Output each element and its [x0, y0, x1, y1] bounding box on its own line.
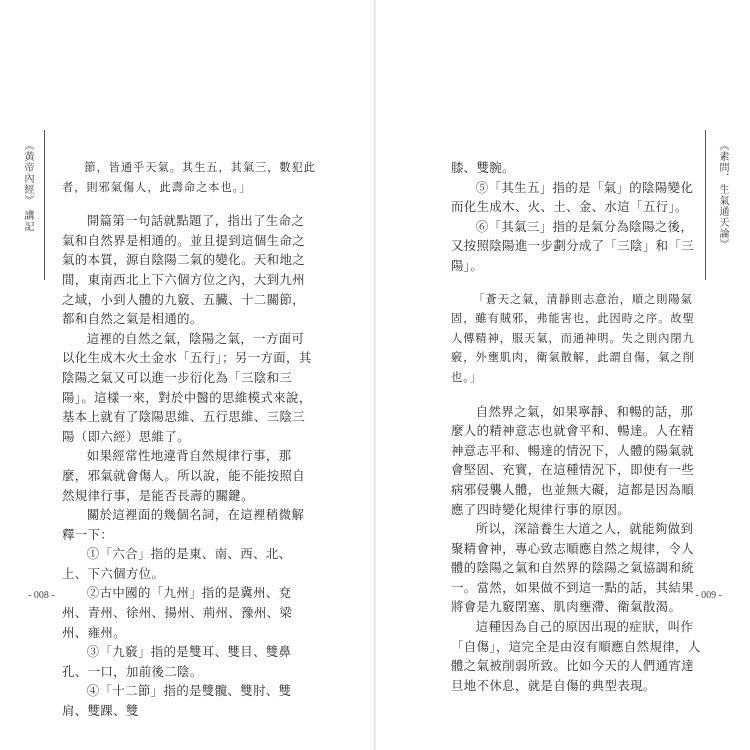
body-paragraph: 自然界之氣，如果寧靜、和暢的話，那麼人的精神意志也就會平和、暢達。人在精神意志平和、暢達的情況下，人體的陽氣就會堅固、充實，在這種情況下，即使有一些病邪侵襲人體，也並無大礙，這都是因為順應了四時變化規律行事的原因。	[451, 403, 695, 517]
body-paragraph: 關於這裡面的幾個名詞，在這裡稍微解釋一下：	[62, 507, 305, 542]
body-paragraph: ②古中國的「九州」指的是冀州、兗州、青州、徐州、揚州、荊州、豫州、梁州、雍州。	[62, 585, 293, 640]
running-head-section: 講記	[22, 210, 33, 232]
running-head-rule	[44, 130, 45, 280]
body-paragraph: 膝、雙腕。	[451, 160, 515, 175]
quotation-paragraph: 「蒼天之氣，清靜則志意治，順之則陽氣固，雖有賊邪，弗能害也，此因時之序。故聖人傳精神，服天氣，而通神明。失之則內閉九竅，外壅肌肉，衛氣散解，此謂自傷，氣之削也。」	[451, 292, 695, 384]
body-paragraph: ⑥「其氣三」指的是氣分為陰陽之後，又按照陰陽進一步劃分成了「三陰」和「三陽」。	[451, 218, 695, 273]
body-paragraph: 如果經常性地違背自然規律行事，那麼，邪氣就會傷人。所以說，能不能按照自然規律行事，是能否長壽的關鍵。	[62, 448, 306, 503]
body-paragraph: 所以，深諳養生大道之人，就能夠做到聚精會神，專心致志順應自然之規律，令人體的陰陽之氣和自然界的陰陽之氣協調和統一。當然，如果做不到這一點的話，其結果將會是九竅閉塞、肌肉壅滯、衛氣散渴。	[451, 521, 695, 615]
running-head-title: 《黃帝內經》	[22, 140, 33, 206]
body-paragraph: ⑤「其生五」指的是「氣」的陰陽變化而化生成木、火、土、金、水這「五行」。	[451, 179, 694, 215]
body-paragraph: 開篇第一句話就點題了，指出了生命之氣和自然界是相通的。並且提到這個生命之氣的本質，源自陰陽二氣的變化。天和地之間，東南西北上下六個方位之內，大到九州之域，小到人體的九竅、五臟、十二關節，都和自然之氣是相通的。	[62, 213, 306, 327]
paragraph-gap	[451, 388, 701, 402]
left-body-text	[62, 158, 317, 721]
paragraph-gap	[451, 276, 701, 290]
paragraph-gap	[62, 197, 317, 211]
page-number: - 008 -	[28, 590, 55, 601]
body-paragraph: ①「六合」指的是東、南、西、北、上、下六個方位。	[62, 546, 292, 581]
body-paragraph: ④「十二節」指的是雙髖、雙肘、雙肩、雙踝、雙	[62, 683, 292, 719]
body-paragraph: 這種因為自己的原因出現的症狀，叫作「自傷」，這完全是由沒有順應自然規律，人體之氣被削弱所致。比如今天的人們通宵達旦地不休息，就是自傷的典型表現。	[451, 619, 701, 693]
quotation-paragraph: 節，皆通乎天氣。其生五，其氣三，數犯此者，則邪氣傷人，此壽命之本也。」	[62, 161, 316, 194]
running-head-right	[715, 140, 730, 250]
page-number: - 009 -	[695, 590, 722, 601]
running-head-left	[20, 140, 35, 232]
running-head-rule	[705, 130, 706, 280]
body-paragraph: 這裡的自然之氣，陰陽之氣，一方面可以化生成木火土金水「五行」；另一方面，其陰陽之氣又可以進一步衍化為「三陰和三陽」。這樣一來，對於中醫的思維模式來說，基本上就有了陰陽思維、五行思維、三陰三陽（即六經）思維了。	[62, 330, 312, 444]
body-paragraph: ③「九竅」指的是雙耳、雙目、雙鼻孔、一口，加前後二陰。	[62, 644, 292, 679]
right-page	[375, 0, 750, 750]
right-body-text	[451, 158, 701, 695]
running-head-title: 《素問．生氣通天論》	[717, 140, 728, 250]
